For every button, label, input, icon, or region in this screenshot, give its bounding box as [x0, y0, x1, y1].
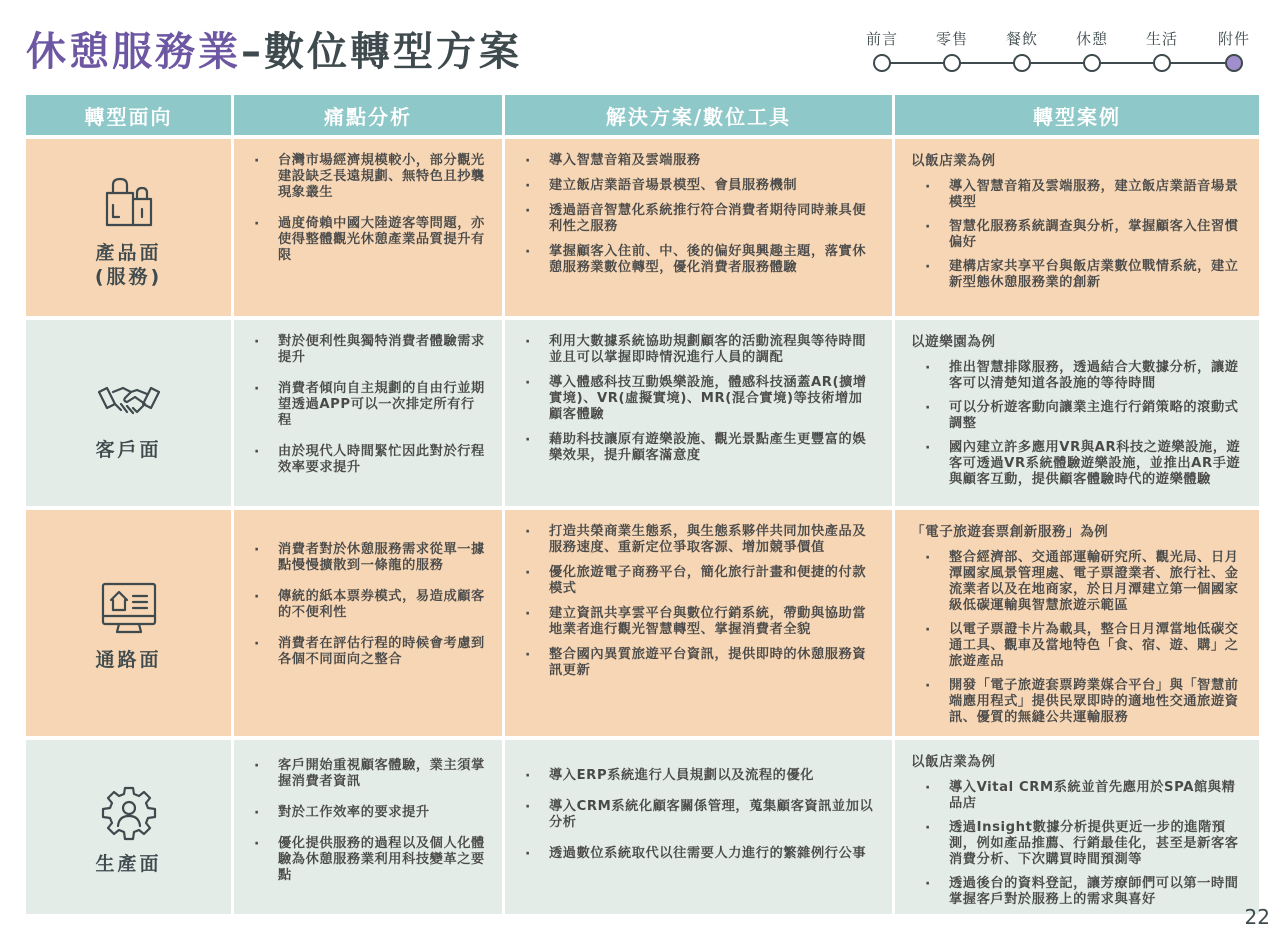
nav-item-preface[interactable] [862, 28, 902, 72]
aspect-label: 通路面 [95, 649, 162, 671]
aspect-cell-product [26, 139, 231, 316]
nav-dot [1013, 54, 1031, 72]
list-item: · 透過數位系統取代以往需要人力進行的繁雜例行公事 [521, 846, 876, 862]
list-item: · 推出智慧排隊服務，透過結合大數據分析，讓遊客可以清楚知道各設施的等待時間 [911, 360, 1243, 392]
pain-points-cell [234, 139, 502, 316]
aspect-cell-production [26, 740, 231, 914]
list-item: · 導入Vital CRM系統並首先應用於SPA館與精品店 [911, 780, 1243, 812]
list-item: · 透過Insight數據分析提供更近一步的進階預測，例如產品推薦、行銷最佳化，甚至是新客客消費分析、下次購買時間預測等 [911, 820, 1243, 868]
nav-dot-active [1225, 54, 1243, 72]
list-item: · 掌握顧客入住前、中、後的偏好與興趣主題，落實休憩服務業數位轉型，優化消費者服務體驗 [521, 244, 876, 276]
section-progress-nav [862, 28, 1252, 78]
store-screen-icon [97, 580, 161, 640]
list-item: · 對於便利性與獨特消費者體驗需求提升 [250, 334, 486, 366]
nav-label: 休憩 [1075, 30, 1108, 48]
list-item: · 消費者傾向自主規劃的自由行並期望透過APP可以一次排定所有行程 [250, 381, 486, 429]
solutions-cell [505, 320, 892, 506]
nav-label: 前言 [865, 30, 898, 48]
cases-cell [895, 139, 1259, 316]
cases-cell [895, 740, 1259, 914]
aspect-label: 客戶面 [95, 439, 162, 461]
transformation-table [26, 95, 1258, 914]
handshake-icon [97, 370, 161, 430]
solutions-cell [505, 510, 892, 736]
header-solutions: 解決方案/數位工具 [505, 95, 892, 135]
nav-item-dining[interactable] [1002, 28, 1042, 72]
pain-points-cell [234, 320, 502, 506]
nav-item-life[interactable] [1142, 28, 1182, 72]
list-item: · 導入智慧音箱及雲端服務，建立飯店業語音場景模型 [911, 179, 1243, 211]
list-item: · 優化旅遊電子商務平台，簡化旅行計畫和便捷的付款模式 [521, 565, 876, 597]
title-dash: – [241, 29, 264, 75]
list-item: · 過度倚賴中國大陸遊客等問題，亦使得整體觀光休憩產業品質提升有限 [250, 216, 486, 264]
list-item: · 透過後台的資料登記，讓芳療師們可以第一時間掌握客戶對於服務上的需求與喜好 [911, 876, 1243, 908]
case-title: 以飯店業為例 [911, 754, 996, 770]
list-item: · 由於現代人時間緊忙因此對於行程效率要求提升 [250, 444, 486, 476]
list-item: · 建立飯店業語音場景模型、會員服務機制 [521, 178, 876, 194]
list-item: · 打造共榮商業生態系，與生態系夥伴共同加快產品及服務速度、重新定位爭取客源、增加競爭價值 [521, 524, 876, 556]
list-item: · 對於工作效率的要求提升 [250, 805, 486, 821]
title-part-2: 數位轉型方案 [264, 29, 522, 75]
list-item: · 國內建立許多應用VR與AR科技之遊樂設施，遊客可透過VR系統體驗遊樂設施，並推出AR手遊與顧客互動，提供顧客體驗時代的遊樂體驗 [911, 440, 1243, 488]
nav-label: 餐飲 [1005, 30, 1038, 48]
nav-item-leisure[interactable] [1072, 28, 1112, 72]
cases-cell [895, 510, 1259, 736]
list-item: · 導入ERP系統進行人員規劃以及流程的優化 [521, 768, 876, 784]
list-item: · 導入智慧音箱及雲端服務 [521, 153, 876, 169]
list-item: · 消費者在評估行程的時候會考慮到各個不同面向之整合 [250, 636, 486, 668]
header-pain-points: 痛點分析 [234, 95, 502, 135]
nav-dot [943, 54, 961, 72]
aspect-label: 生產面 [95, 853, 162, 875]
cases-cell [895, 320, 1259, 506]
list-item: · 開發「電子旅遊套票跨業媒合平台」與「智慧前端應用程式」提供民眾即時的適地性交通旅遊資訊、優質的無縫公共運輸服務 [911, 678, 1243, 726]
nav-item-retail[interactable] [932, 28, 972, 72]
title-part-1: 休憩服務業 [26, 29, 241, 75]
pain-points-cell [234, 740, 502, 914]
shopping-bags-icon [97, 173, 161, 233]
gear-person-icon [97, 784, 161, 844]
list-item: · 藉助科技讓原有遊樂設施、觀光景點產生更豐富的娛樂效果，提升顧客滿意度 [521, 432, 876, 464]
nav-dot [1083, 54, 1101, 72]
page-number: 22 [1244, 905, 1270, 929]
page-title [26, 24, 522, 80]
list-item: · 優化提供服務的過程以及個人化體驗為休憩服務業利用科技變革之要點 [250, 836, 486, 884]
list-item: · 整合國內異質旅遊平台資訊，提供即時的休憩服務資訊更新 [521, 647, 876, 679]
list-item: · 可以分析遊客動向讓業主進行行銷策略的滾動式調整 [911, 400, 1243, 432]
case-title: 以遊樂園為例 [911, 334, 996, 350]
case-title: 「電子旅遊套票創新服務」為例 [911, 524, 1109, 540]
list-item: · 導入CRM系統化顧客關係管理，蒐集顧客資訊並加以分析 [521, 799, 876, 831]
list-item: · 客戶開始重視顧客體驗，業主須掌握消費者資訊 [250, 758, 486, 790]
list-item: · 建構店家共享平台與飯店業數位戰情系統，建立新型態休憩服務業的創新 [911, 259, 1243, 291]
list-item: · 導入體感科技互動娛樂設施，體感科技涵蓋AR(擴增實境)、VR(虛擬實境)、MR(混合實境)等技術增加顧客體驗 [521, 375, 876, 423]
nav-label: 附件 [1217, 30, 1250, 48]
nav-label: 生活 [1145, 30, 1178, 48]
list-item: · 台灣市場經濟規模較小，部分觀光建設缺乏長遠規劃、無特色且抄襲現象叢生 [250, 153, 486, 201]
list-item: · 傳統的紙本票券模式，易造成顧客的不便利性 [250, 589, 486, 621]
list-item: · 建立資訊共享雲平台與數位行銷系統，帶動與協助當地業者進行觀光智慧轉型、掌握消費者全貌 [521, 606, 876, 638]
nav-item-appendix[interactable] [1214, 28, 1254, 72]
list-item: · 智慧化服務系統調查與分析，掌握顧客入住習慣偏好 [911, 219, 1243, 251]
case-title: 以飯店業為例 [911, 153, 996, 169]
header-cases: 轉型案例 [895, 95, 1259, 135]
aspect-cell-channel [26, 510, 231, 736]
header-aspect: 轉型面向 [26, 95, 231, 135]
list-item: · 利用大數據系統協助規劃顧客的活動流程與等待時間並且可以掌握即時情況進行人員的調配 [521, 334, 876, 366]
solutions-cell [505, 740, 892, 914]
list-item: · 以電子票證卡片為載具，整合日月潭當地低碳交通工具、觀車及當地特色「食、宿、遊、購」之旅遊產品 [911, 622, 1243, 670]
solutions-cell [505, 139, 892, 316]
list-item: · 整合經濟部、交通部運輸研究所、觀光局、日月潭國家風景管理處、電子票證業者、旅行社、金流業者以及在地商家，於日月潭建立第一個國家級低碳運輸與智慧旅遊示範區 [911, 550, 1243, 614]
nav-label: 零售 [935, 30, 968, 48]
aspect-cell-customer [26, 320, 231, 506]
nav-dot [1153, 54, 1171, 72]
list-item: · 透過語音智慧化系統推行符合消費者期待同時兼具便利性之服務 [521, 203, 876, 235]
nav-dot [873, 54, 891, 72]
list-item: · 消費者對於休憩服務需求從單一據點慢慢擴散到一條龍的服務 [250, 542, 486, 574]
pain-points-cell [234, 510, 502, 736]
aspect-label: 產品面 (服務) [94, 241, 163, 288]
